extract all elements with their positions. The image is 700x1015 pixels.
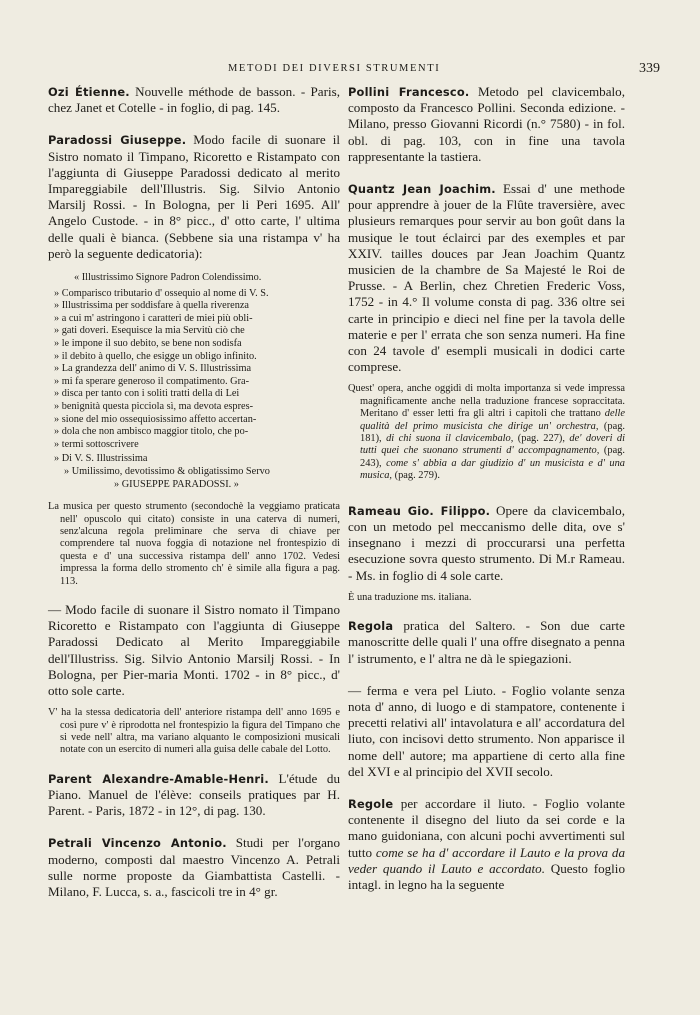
entry-heading: Rameau Gio. Filippo.	[348, 503, 491, 518]
entry-heading: Petrali Vincenzo Antonio.	[48, 836, 227, 851]
entry-text: Modo facile di suonare il Sistro nomato il Timpano, Ricoretto e Ristampato con l'aggiunta di Giuseppe Paradossi dedicato al merito Impareggiabile dell'Illustris. Sig. Silvio Antonio Marsilj Rossi. - In Bologna, per li Peri 1695. All' Angelo Custode. - in 8° picc., d' otto carte, l' ultima delle quali è bianca. (Sebbene sia una ristampa v' ha però la seguente dedicatoria):	[48, 132, 340, 261]
footnote: V' ha la stessa dedicatoria dell' anteriore ristampa dell' anno 1695 e così pure v' è riprodotta nel frontespizio la figura del Timpano che si vede nell' altra, ma variano alquanto le composizioni musicali notate con un esercito di numeri alla guisa delle cabale del Lotto.	[48, 707, 340, 756]
note-text: Quest' opera, anche oggidì di molta importanza si vede impressa magnificamente anche nella traduzione francese sopraccitata. Meritano d' esser letti fra gli altri i capitoli che trattano	[348, 383, 625, 420]
quote-line: » a cui m' astringono i caratteri de miei più obli-	[54, 312, 253, 324]
right-column	[348, 84, 625, 909]
quote-opening: « Illustrissimo Signore Padron Colendissimo.	[74, 272, 262, 284]
entry-heading: Ozi Étienne.	[48, 85, 130, 99]
entry-rameau	[348, 503, 625, 584]
quote-line: » disca per tanto con i soliti tratti della di Lei	[54, 388, 240, 400]
entry-quantz	[348, 181, 625, 375]
entry-text: Questo foglio intagl. in legno ha la seguente	[348, 860, 625, 892]
entry-text: Opere da clavicembalo, con un metodo pel meccanismo delle dita, ove s' insegnano i mezzi di proccurarsi una perfetta esecuzione sovra questo strumento. Di M.r Rameau. - Ms. in foglio di 4 sole carte.	[348, 502, 625, 583]
quote-line: » Illustrissima per soddisfare à quella riverenza	[54, 300, 249, 312]
entry-paradossi	[48, 132, 340, 262]
entry-text: per accordare il liuto. - Foglio volante contenente il disegno del liuto da sei corde e la mano guidoniana, con alcuni pochi avvertimenti sul tutto	[348, 795, 625, 860]
note-italic: de' doveri di tutti quei che suonano strumenti d' accompagnamento,	[360, 433, 625, 457]
page-header	[48, 61, 660, 81]
entry-regola-liuto: — ferma e vera pel Liuto. - Foglio volante senza nota d' anno, di luogo e di stampatore, contenente i precetti relativi all' intavolatura e all' accordatura del liuto, con incisovi detto strumento. Non apparisce il nome dell' autore; ma appartiene di certo alla fine del XVI e al principio del XVII secolo.	[348, 682, 625, 779]
note-text: (pag. 227),	[513, 433, 570, 445]
quote-closing: » Umilissimo, devotissimo & obligatissimo Servo	[64, 465, 270, 477]
entry-text: Nouvelle méthode de basson. - Paris, chez Janet et Cotelle - in foglio, di pag. 145.	[48, 84, 340, 116]
footnote: La musica per questo strumento (secondochè la veggiamo praticata nell' opuscolo qui citato) consiste in una caterva di numeri, senz'alcuna regola preliminare che serva di chiave per comprendere tal nuova foggia di notazione nel frontespizio di questa e d' una successiva ristampa dell' anno 1702. Vedesi impressa la forma dello stromento ch' è simile alla figura a pag. 113.	[48, 501, 340, 587]
quote-signature: » GIUSEPPE PARADOSSI. »	[114, 478, 239, 490]
entry-italic: come se ha d' accordare il Lauto e la prova da veder quando il Lauto e accordato.	[348, 844, 625, 876]
quote-salutation: » Di V. S. Illustrissima	[54, 453, 148, 465]
quote-line: » mi fa sperare generoso il compatimento. Gra-	[54, 375, 249, 387]
note-italic: delle qualità del primo musicista che dirige un' orchestra,	[360, 408, 625, 432]
entry-heading: Paradossi Giuseppe.	[48, 133, 187, 148]
footnote: È una traduzione ms. italiana.	[348, 591, 472, 603]
note-text: (pag. 181),	[360, 420, 625, 445]
quote-line: » dola che non ambisco maggior titolo, che po-	[54, 426, 249, 438]
entry-paradossi-1702: — Modo facile di suonare il Sistro nomato il Timpano Ricoretto e Ristampato con l'aggiunta di Giuseppe Paradossi Dedicato al Merito Impareggiabile dell'Illustriss. Sig. Silvio Antonio Marsilj Rossi. - In Bologna, per Pier-maria Monti. 1702 - in 8° picc., d' otto sole carte.	[48, 601, 340, 698]
quote-line: » gati doveri. Esequisce la mia Servitù ciò che	[54, 325, 245, 337]
entry-heading: Regole	[348, 796, 394, 811]
quote-line: » il debito à quello, che esigge un obligo infinito.	[54, 350, 257, 362]
note-italic: di chi suona il clavicembalo,	[386, 433, 514, 445]
dedication-quote	[48, 272, 340, 491]
entry-petrali	[48, 835, 340, 900]
entry-heading: Parent Alexandre-Amable-Henri.	[48, 771, 269, 786]
note-italic: come s' abbia a dar giudizio d' un musicista e d' una musica,	[360, 457, 625, 482]
note-text: (pag. 279).	[392, 470, 440, 482]
quote-line: » Comparisco tributario d' ossequio al nome di V. S.	[54, 287, 269, 299]
entry-heading: Pollini Francesco.	[348, 85, 470, 99]
quote-line: » sione del mio ossequiosissimo affetto accertan-	[54, 413, 257, 425]
entry-text: pratica del Saltero. - Son due carte manoscritte delle quali l' una offre disegnato a penna l' istrumento, e l' altra ne dà le spiegazioni.	[348, 618, 625, 666]
running-title: METODI DEI DIVERSI STRUMENTI	[228, 63, 441, 74]
note-text: (pag. 243),	[360, 445, 625, 469]
page-number: 339	[639, 61, 660, 76]
entry-text: Metodo pel clavicembalo, composto da Francesco Pollini. Seconda edizione. - Milano, presso Giovanni Ricordi (n.° 7580) - in fol. obl. di pag. 103, con in fine una tavola rappresentante la tastiera.	[348, 84, 626, 164]
quote-line: » benignità questa picciola sì, ma devota espres-	[54, 400, 254, 412]
quote-line: » La grandezza dell' animo di V. S. Illustrissima	[54, 363, 252, 375]
entry-ozi	[48, 84, 340, 116]
quote-line: » termi sottoscrivere	[54, 438, 139, 450]
entry-pollini	[348, 84, 625, 165]
entry-text: Essai d' une methode pour apprendre à jouer de la Flûte traversière, avec plusieurs remarques pour servir au bon goût dans la musique le tout éclairci par des exemples et par XXIV. tailles douces par Jean Joachim Quantz musicien de la chambre de Sa Majesté le Roi de Prusse. - A Berlin, chez Chretien Frederic Voss, 1752 - in 4.° Il volume consta di pag. 336 oltre sei carte in principio e dieci nel fine per la tavola delle materie e per l' errata che son senza numeri. Ha fine con 24 tavole d' esempli musicali in dodici carte comprese.	[348, 181, 625, 375]
entry-regola	[348, 618, 625, 667]
quote-line: » le impone il suo debito, se bene non sodisfa	[54, 338, 242, 349]
entry-text: Studi per l'organo moderno, composti dal maestro Vincenzo A. Petrali sulle norme proposte da Giambattista Castelli. - Milano, F. Lucca, s. a., fascicoli tre in 4° gr.	[48, 835, 340, 900]
entry-heading: Quantz Jean Joachim.	[348, 182, 496, 197]
entry-parent	[48, 771, 340, 820]
footnote	[348, 383, 625, 482]
entry-text: L'étude du Piano. Manuel de l'élève: conseils pratiques par H. Parent. - Paris, 1872 - in 12°, di pag. 130.	[48, 770, 340, 819]
left-column	[48, 84, 340, 916]
entry-heading: Regola	[348, 619, 394, 634]
entry-regole	[348, 796, 625, 893]
